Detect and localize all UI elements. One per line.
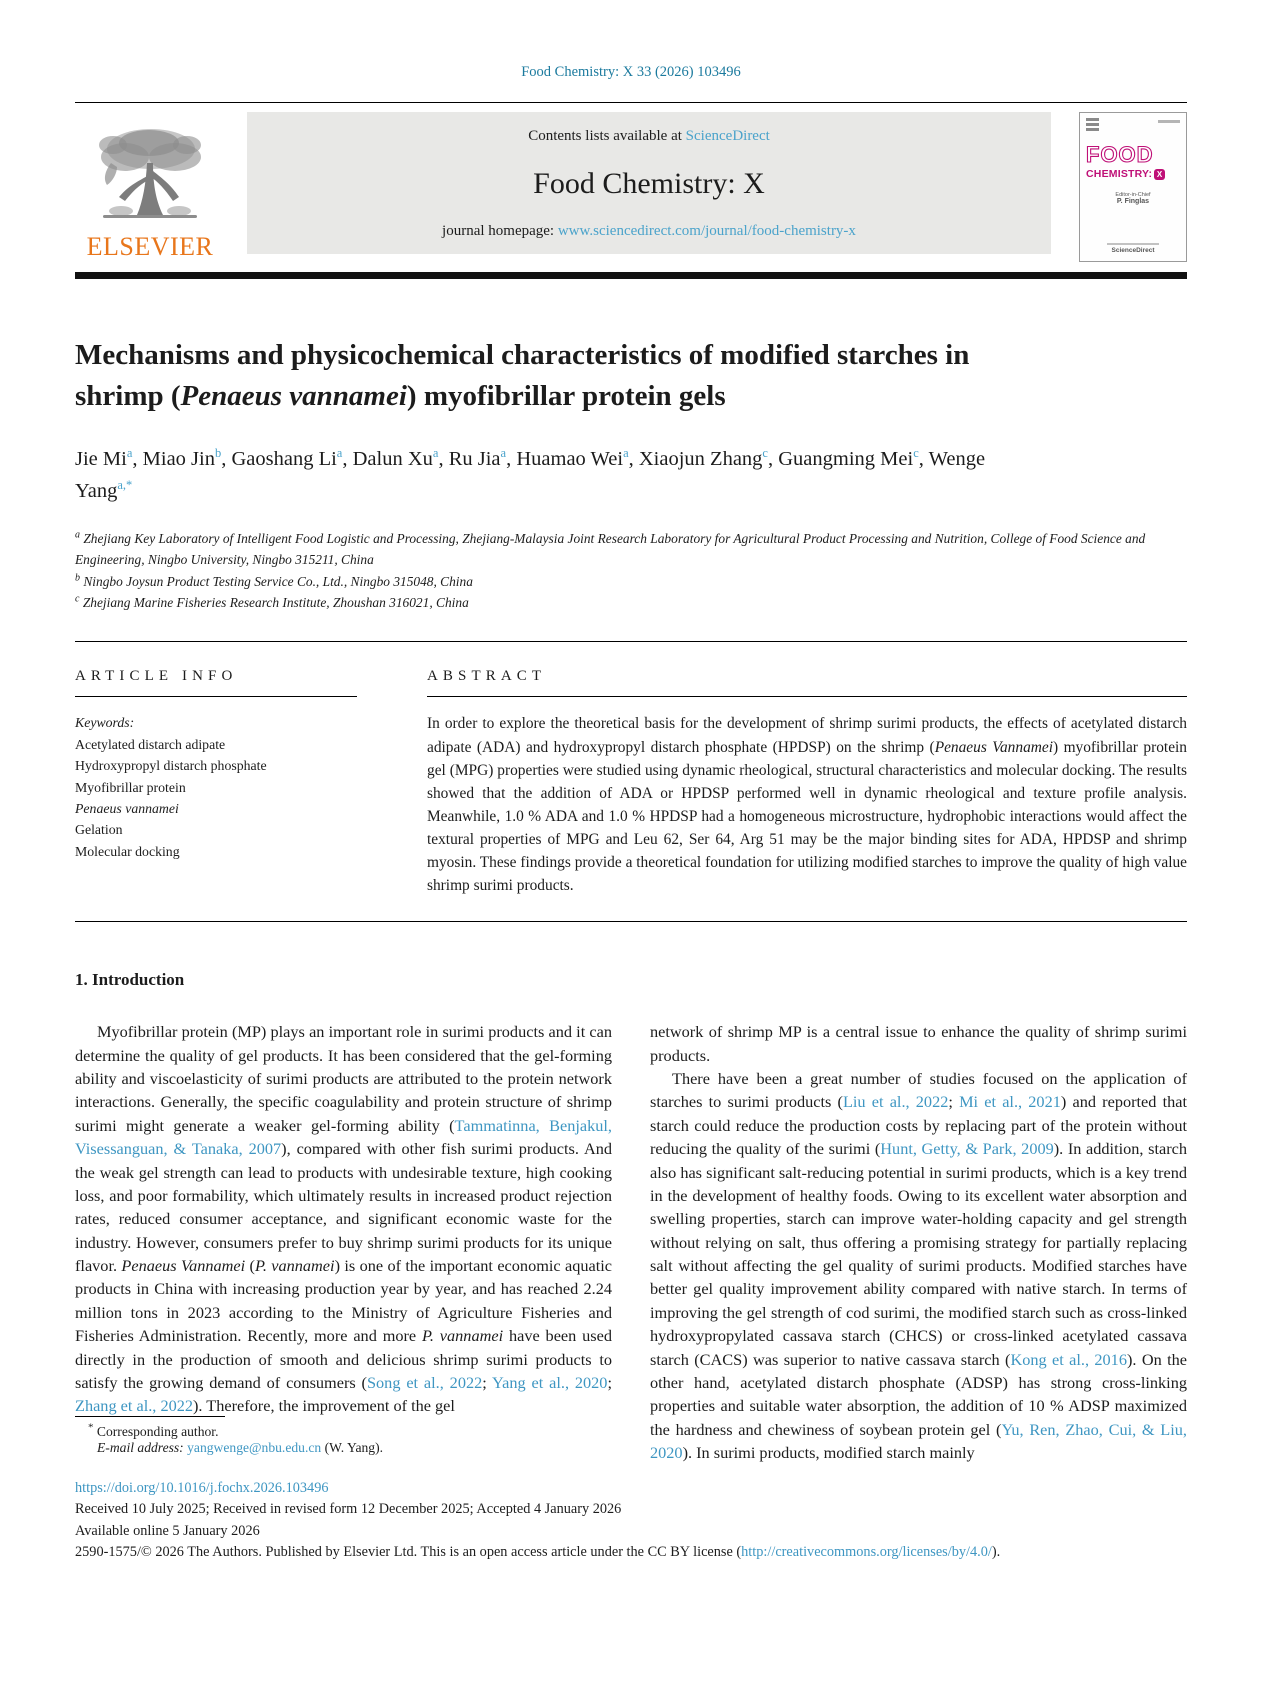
inline-citation-link[interactable]: Mi et al., 2021 [959, 1092, 1061, 1112]
affiliation-text: Ningbo Joysun Product Testing Service Co., Ltd., Ningbo 315048, China [83, 573, 473, 589]
article-info-column [75, 668, 357, 897]
text-segment: In order to explore the theoretical basis for the development of shrimp surimi products, the effects of acetylated distarch adipate (ADA) and hydroxypropyl distarch phosphate (HPDSP) on the shrimp ( [427, 715, 1187, 756]
copyright-text: 2590-1575/© 2026 The Authors. Published by Elsevier Ltd. This is an open access article under the CC BY license ( [75, 1544, 742, 1561]
text-segment: network of shrimp MP is a central issue to enhance the quality of shrimp surimi products. [650, 1022, 1187, 1065]
cover-title-food: FOOD [1086, 142, 1154, 167]
text-segment: have been used directly in the production of smooth and delicious shrimp surimi products to satisfy the growing demand of consumers ( [75, 1326, 612, 1392]
intro-paragraph-1-continuation [650, 1020, 1187, 1067]
keyword: Myofibrillar protein [75, 779, 186, 795]
keyword: Penaeus vannamei [75, 800, 179, 816]
homepage-prefix: journal homepage: [442, 223, 558, 239]
text-segment: ). Therefore, the improvement of the gel [193, 1396, 455, 1416]
text-segment: P. vannamei [254, 1256, 335, 1276]
cover-issn-text [1158, 120, 1180, 123]
text-segment: ). In surimi products, modified starch mainly [682, 1443, 975, 1463]
author: Ru Jia$^a$, [448, 446, 517, 471]
text-segment: ; [482, 1372, 493, 1392]
cover-footer [1080, 243, 1186, 254]
intro-paragraph-1 [75, 1020, 612, 1417]
section-heading-introduction: 1. Introduction [75, 970, 185, 990]
abstract-rule [427, 696, 1187, 697]
affiliation [75, 571, 1187, 592]
author-affiliation-sup[interactable]: c [762, 446, 768, 461]
text-segment: There have been a great number of studies focused on the application of starches to surimi products ( [650, 1069, 1187, 1112]
intro-paragraph-2 [650, 1067, 1187, 1464]
text-segment: Penaeus Vannamei [121, 1256, 246, 1276]
affiliation-list [75, 528, 1187, 614]
available-online: Available online 5 January 2026 [75, 1522, 260, 1539]
keywords-list [75, 734, 357, 862]
copyright-line [75, 1542, 1187, 1563]
article-title [75, 335, 1015, 416]
info-top-rule [75, 641, 1187, 642]
doi-link[interactable]: https://doi.org/10.1016/j.fochx.2026.103496 [75, 1480, 329, 1496]
text-segment: Penaeus Vannamei [934, 738, 1053, 756]
body-column-right [650, 1020, 1187, 1464]
cover-chemistry-text: CHEMISTRY: [1086, 168, 1153, 180]
text-segment: P. vannamei [422, 1326, 504, 1346]
asterisk-marker: * [88, 1421, 94, 1434]
cover-editor-name: P. Finglas [1116, 198, 1150, 205]
copyright-close: ). [991, 1544, 1001, 1561]
page-citation: Food Chemistry: X 33 (2026) 103496 [521, 64, 741, 80]
cover-editor-block [1086, 192, 1180, 205]
info-bottom-rule [75, 921, 1187, 922]
author-affiliation-sup[interactable]: a [336, 446, 343, 461]
email-label: E-mail address: [97, 1440, 184, 1455]
homepage-url-link[interactable]: www.sciencedirect.com/journal/food-chemistry-x [557, 223, 856, 239]
article-info-heading: ARTICLE INFO [75, 668, 238, 685]
affiliation-sup: c [75, 593, 80, 605]
elsevier-wordmark: ELSEVIER [86, 232, 214, 261]
masthead-banner [247, 112, 1051, 254]
text-segment: ( [245, 1256, 255, 1276]
author: Gaoshang Li$^a$, [231, 446, 353, 471]
journal-cover-thumbnail[interactable] [1079, 112, 1187, 262]
text-segment: ), compared with other fish surimi products. And the weak gel strength can lead to products with undesirable texture, high cooking loss, and poor formability, which ultimately results in increased product rejection rates, reduced consumer acceptance, and significant economic waste for the industry. However, consumers prefer to buy shrimp surimi products for its unique flavor. [75, 1139, 612, 1276]
abstract-column [427, 668, 1187, 897]
author: Huamao Wei$^a$, [516, 446, 639, 471]
masthead [75, 112, 1187, 262]
author-affiliation-sup[interactable]: a,* [117, 478, 133, 493]
inline-citation-link[interactable]: Liu et al., 2022 [842, 1092, 949, 1112]
cover-x-badge: X [1154, 169, 1165, 180]
inline-citation-link[interactable]: Yang et al., 2020 [492, 1372, 608, 1392]
text-segment: Myofibrillar protein (MP) plays an important role in surimi products and it can determine the quality of gel products. It has been considered that the gel-forming ability and viscoelasticity of surimi products are attributed to the protein network interactions. Generally, the specific coagulability and protein structure of shrimp surimi might generate a weaker gel-forming ability ( [75, 1022, 612, 1135]
text-segment: ). On the other hand, acetylated distarch phosphate (ADSP) has strong cross-linking properties and suitable water absorption, the addition of 10 % ADSP maximized the hardness and chewiness of soybean protein gel ( [650, 1349, 1188, 1439]
author-affiliation-sup[interactable]: a [432, 446, 439, 461]
email-note [97, 1440, 1187, 1456]
author-affiliation-sup[interactable]: a [500, 446, 507, 461]
author: Miao Jin$^b$, [142, 446, 232, 471]
footnote-rule [75, 1416, 225, 1417]
author: Wenge Yang$^{a,*}$ [75, 448, 986, 502]
affiliation-sup: b [75, 572, 80, 584]
abstract-text [427, 712, 1187, 897]
author: Jie Mi$^a$, [75, 446, 143, 471]
footer-block [75, 1478, 1187, 1564]
journal-title: Food Chemistry: X [533, 167, 765, 200]
cover-publisher-mark-icon [1086, 118, 1099, 134]
keywords-label: Keywords: [75, 715, 135, 731]
inline-citation-link[interactable]: Tammatinna, Benjakul, Visessanguan, & Tanaka, 2007 [75, 1115, 612, 1159]
cover-title-chemistry [1086, 168, 1180, 180]
text-segment: ; [948, 1092, 960, 1112]
author-affiliation-sup[interactable]: a [126, 446, 133, 461]
author-affiliation-sup[interactable]: c [913, 446, 919, 461]
affiliation-sup: a [75, 529, 80, 541]
contents-prefix: Contents lists available at [528, 128, 686, 144]
author-list [75, 444, 995, 508]
author: Dalun Xu$^a$, [352, 446, 449, 471]
keyword: Acetylated distarch adipate [75, 736, 226, 752]
affiliation-text: Zhejiang Key Laboratory of Intelligent Food Logistic and Processing, Zhejiang-Malaysia Joint Research Laboratory for Agricultural Product Processing and Nutrition, College of Food Science and Engineering, Ningbo University, Ningbo 315211, China [75, 530, 1146, 568]
affiliation [75, 528, 1187, 571]
affiliation-text: Zhejiang Marine Fisheries Research Institute, Zhoushan 316021, China [82, 595, 469, 611]
license-link[interactable]: http://creativecommons.org/licenses/by/4.0/ [741, 1544, 992, 1561]
text-segment: ; [607, 1372, 612, 1392]
text-segment: ) myofibrillar protein gel (MPG) properties were studied using dynamic rheological, structural characteristics and molecular docking. The results showed that the addition of ADA or HPDSP performed well in dynamic rheological and texture profile analysis. Meanwhile, 1.0 % ADA and 1.0 % HPDSP had a homogeneous microstructure, hydrophobic interactions would affect the textural properties of MPG and Leu 62, Ser 64, Arg 51 may be the major binding sites for ADA, HPDSP and shrimp myosin. These findings provide a theoretical foundation for utilizing modified starches to improve the quality of high value shrimp surimi products. [427, 738, 1187, 895]
article-info-rule [75, 696, 357, 697]
cover-sciencedirect-brand: ScienceDirect [1111, 247, 1155, 254]
author: Xiaojun Zhang$^c$, [638, 446, 779, 471]
text-segment: ) and reported that starch could reduce the production costs by replacing part of the protein without reducing the quality of the surimi ( [650, 1092, 1188, 1159]
keyword: Gelation [75, 822, 123, 838]
corresponding-text: Corresponding author. [93, 1424, 219, 1439]
abstract-heading: ABSTRACT [427, 668, 547, 685]
inline-citation-link[interactable]: Yu, Ren, Zhao, Cui, & Liu, 2020 [650, 1419, 1187, 1463]
corresponding-author-note [88, 1421, 1187, 1440]
title-text-post: ) myofibrillar protein gels [406, 379, 726, 412]
info-abstract-block [75, 668, 1187, 897]
inline-citation-link[interactable]: Song et al., 2022 [366, 1372, 483, 1392]
text-segment: ) is one of the important economic aquatic products in China with increasing production year by year, and has reached 2.24 million tons in 2023 according to the Ministry of Agriculture Fisheries and Fisheries Administration. Recently, more and more [75, 1256, 612, 1346]
text-segment: ). In addition, starch also has significant salt-reducing potential in surimi products, which is a key trend in the development of healthy foods. Owing to its excellent water absorption and swelling properties, starch can improve water-holding capacity and gel strength without relying on salt, thus offering a promising strategy for partially replacing salt without affecting the gel quality of surimi products. Modified starches have better gel quality improvement ability compared with native starch. In terms of improving the gel strength of cod surimi, the modified starch such as cross-linked hydroxypropylated cassava starch (CHCS) or cross-linked acetylated cassava starch (CACS) was superior to native cassava starch ( [650, 1139, 1187, 1369]
elsevier-logo [75, 112, 225, 262]
email-suffix: (W. Yang). [321, 1440, 383, 1455]
masthead-top-rule [75, 102, 1187, 103]
masthead-bottom-bar [75, 272, 1187, 279]
homepage-line [255, 223, 1043, 240]
elsevier-tree-logo-icon [91, 123, 209, 230]
body-column-left [75, 1020, 612, 1464]
sciencedirect-link[interactable]: ScienceDirect [685, 128, 770, 144]
email-link[interactable]: yangwenge@nbu.edu.cn [183, 1440, 322, 1455]
affiliation [75, 592, 1187, 613]
inline-citation-link[interactable]: Zhang et al., 2022 [75, 1396, 194, 1416]
cover-editor-label: Editor-in-Chief [1115, 192, 1151, 198]
contents-line [255, 128, 1043, 145]
title-text: Mechanisms and physicochemical characteristics of modified starches in shrimp ( [75, 339, 970, 412]
cover-footer-bar [1107, 243, 1159, 245]
inline-citation-link[interactable]: Kong et al., 2016 [1010, 1349, 1127, 1369]
inline-citation-link[interactable]: Hunt, Getty, & Park, 2009 [880, 1139, 1054, 1159]
title-species-italic: Penaeus vannamei [180, 379, 407, 412]
keyword: Molecular docking [75, 843, 180, 859]
keyword: Hydroxypropyl distarch phosphate [75, 758, 267, 774]
footnote-and-footer [75, 1416, 1187, 1564]
author-affiliation-sup[interactable]: a [623, 446, 629, 461]
author-affiliation-sup[interactable]: b [214, 446, 222, 461]
author: Guangming Mei$^c$, [778, 446, 929, 471]
introduction-body [75, 1020, 1187, 1464]
received-dates: Received 10 July 2025; Received in revised form 12 December 2025; Accepted 4 January 2026 [75, 1501, 622, 1518]
